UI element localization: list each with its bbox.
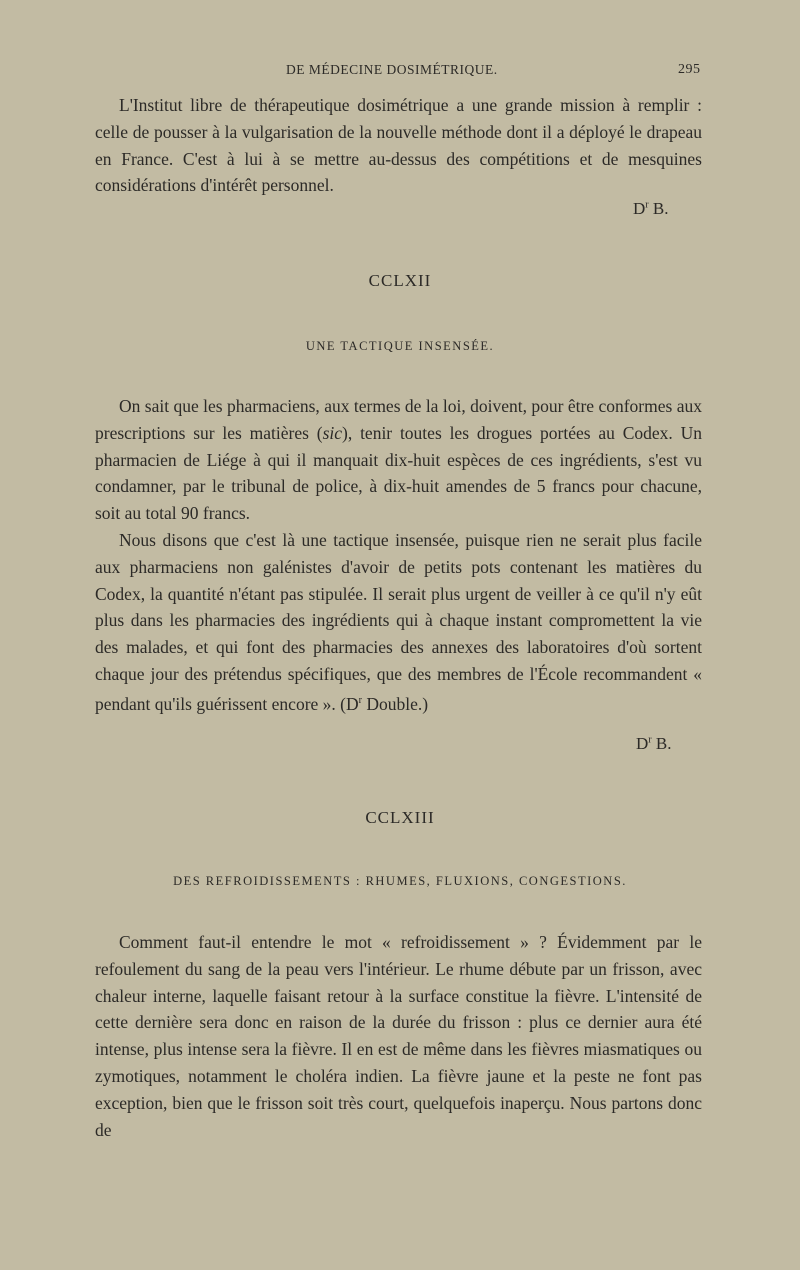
chapter-262-paragraph-2 (95, 527, 702, 717)
chapter-262-p1-text-a: On sait que les pharmaciens, aux termes de la loi, doivent, pour être conformes aux prescriptions sur les matières ( (95, 396, 702, 443)
intro-paragraph: L'Institut libre de thérapeutique dosimétrique a une grande mission à remplir : celle de pousser à la vulgarisation de la nouvelle méthode dont il a déployé le drapeau en France. C'est à lui à se mettre au-dessus des compétitions et de mesquines considérations d'intérêt personnel. (95, 95, 702, 196)
intro-signature (633, 199, 668, 219)
chapter-262-paragraph-1 (95, 393, 702, 527)
intro-signature-name: B. (648, 199, 669, 218)
chapter-262-p2-sup: r (358, 694, 362, 706)
chapter-262-title: UNE TACTIQUE INSENSÉE. (305, 339, 495, 353)
chapter-262-signature-name: B. (651, 734, 672, 753)
page-number: 295 (678, 62, 701, 77)
chapter-262-signature-prefix: D (636, 734, 649, 753)
running-header (0, 62, 800, 82)
chapter-262-p1-italic: sic (322, 422, 343, 443)
chapter-262-signature-sup: r (648, 734, 652, 746)
running-title: DE MÉDECINE DOSIMÉTRIQUE. (286, 62, 498, 77)
chapter-262-p2-text-a: Nous disons que c'est là une tactique insensée, puisque rien ne serait plus facile aux pharmaciens non galénistes d'avoir de petits pots contenant les matières du Codex, la quantité n'étant pas stipulée. Il serait plus urgent de veiller à ce qu'il n'y eût plus dans les pharmacies des ingrédients qui à chaque instant compromettent la vie des malades, et qui font des pharmacies des annexes des laboratoires d'où sortent chaque jour des prétendus spécifiques, que des membres de l'École recommandent « pendant qu'ils guérissent encore ». (D (95, 530, 702, 714)
chapter-262-p2-text-b: Double.) (361, 693, 429, 714)
chapter-262-number: CCLXII (368, 271, 432, 290)
chapter-263-number: CCLXIII (365, 808, 435, 827)
intro-signature-sup: r (645, 199, 649, 211)
chapter-262-signature (636, 734, 671, 754)
intro-signature-prefix: D (633, 199, 646, 218)
chapter-262-p1-text-b: ), tenir toutes les drogues portées au Codex. Un pharmacien de Liége à qui il manquait dix-huit espèces de ces ingrédients, s'est vu condamner, par le tribunal de police, à dix-huit amendes de 5 francs pour chacune, soit au total 90 francs. (95, 422, 702, 524)
chapter-263-paragraph: Comment faut-il entendre le mot « refroidissement » ? Évidemment par le refoulement du sang de la peau vers l'intérieur. Le rhume débute par un frisson, avec chaleur interne, laquelle faisant retour à la surface constitue la fièvre. L'intensité de cette dernière sera donc en raison de la durée du frisson : plus ce dernier aura été intense, plus intense sera la fièvre. Il en est de même dans les fièvres miasmatiques ou zymotiques, notamment le choléra indien. La fièvre jaune et la peste ne font pas exception, bien que le frisson soit très court, quelquefois inaperçu. Nous partons donc de (95, 932, 702, 1140)
chapter-263-title: DES REFROIDISSEMENTS : RHUMES, FLUXIONS, CONGESTIONS. (173, 874, 627, 888)
